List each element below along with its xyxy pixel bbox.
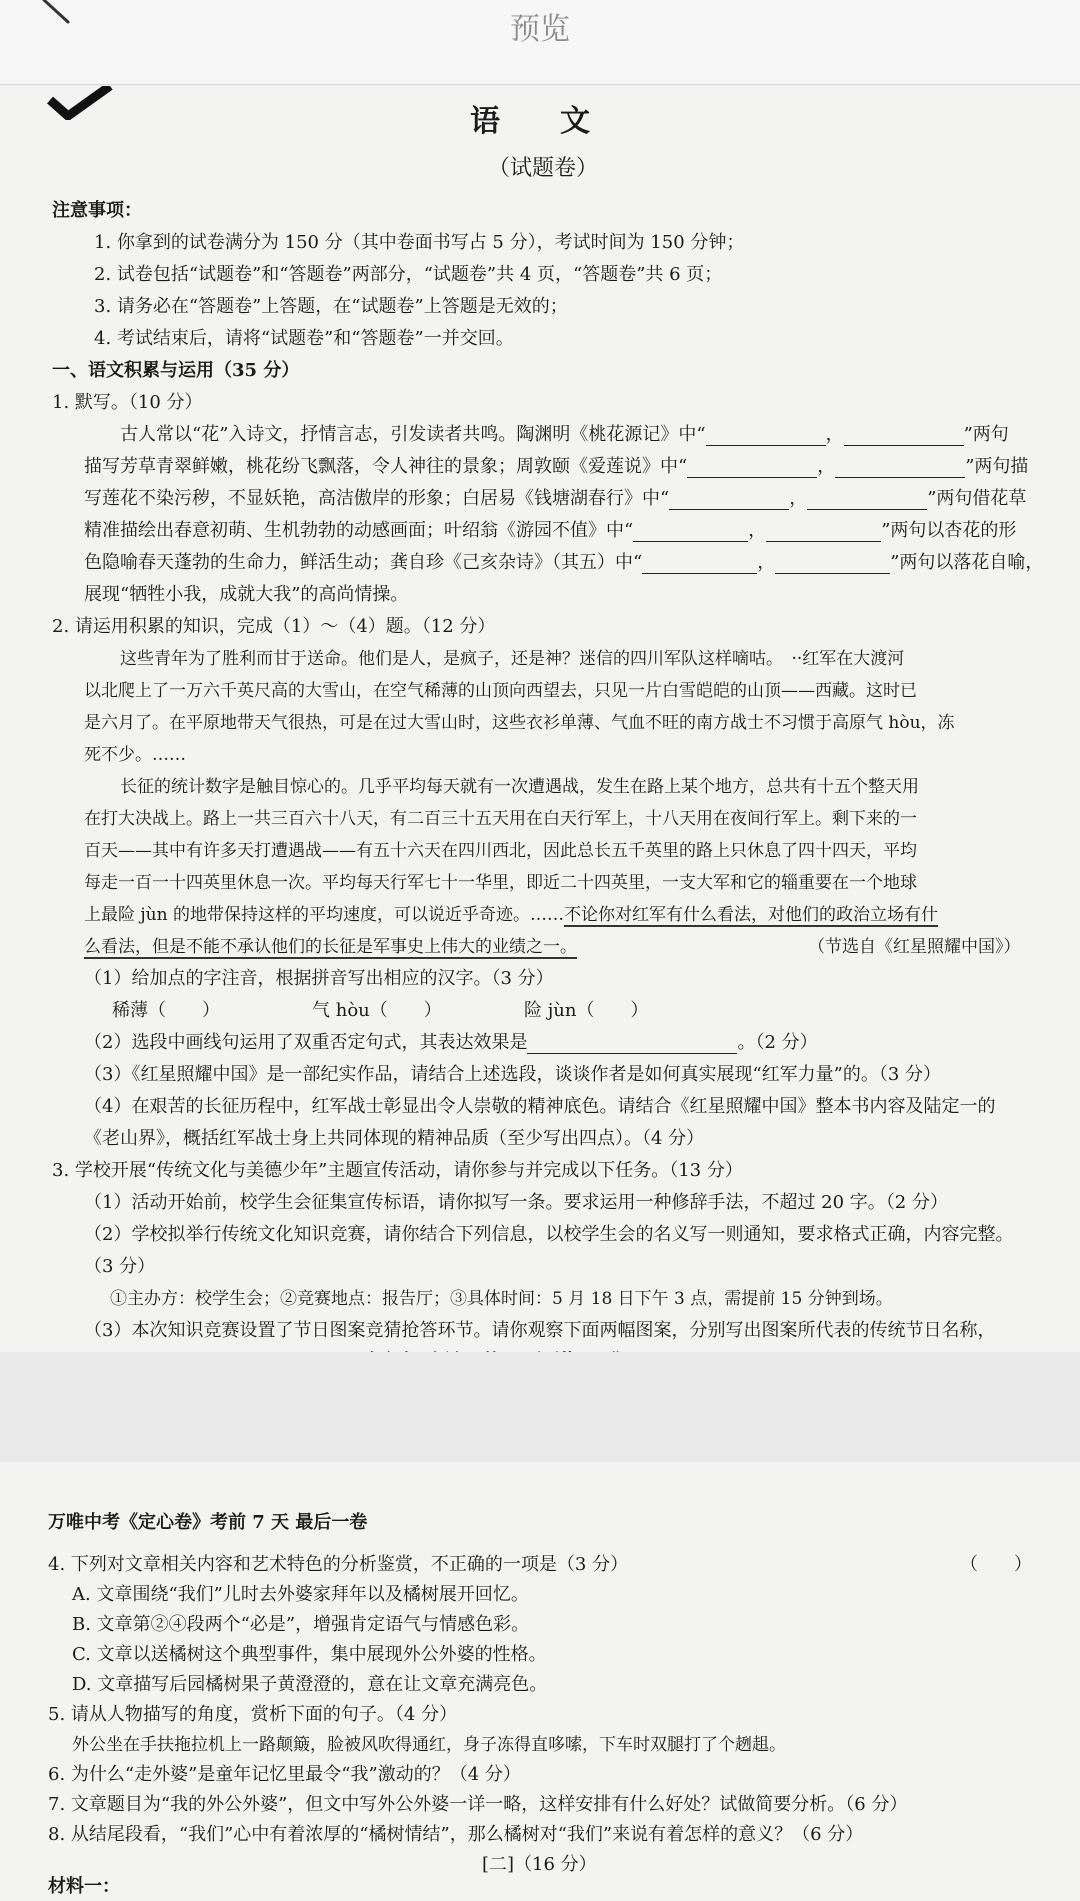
answer-bracket: （ ）	[960, 1554, 1032, 1575]
passage-source: （节选自《红星照耀中国》）	[808, 937, 1021, 957]
pinyin-item: 稀薄（ ）	[112, 1000, 220, 1021]
preview-toolbar	[0, 0, 1080, 85]
q1-line: 描写芳草青翠鲜嫩，桃花纷飞飘落，令人神往的景象；周敦颐《爱莲说》中“ ， ”两句描	[84, 456, 1029, 477]
passage-line: 长征的统计数字是触目惊心的。几乎平均每天就有一次遭遇战，发生在路上某个地方，总共有十五个整天用	[120, 777, 919, 797]
note-item: 2. 试卷包括“试题卷”和“答题卷”两部分，“试题卷”共 4 页，“答题卷”共 6 页；	[94, 264, 723, 285]
question-title: 7. 文章题目为“我的外公外婆”，但文中写外公外婆一详一略，这样安排有什么好处？试做简要分析。（6 分）	[48, 1794, 908, 1815]
option-item: D. 文章描写后园橘树果子黄澄澄的，意在让文章充满亮色。	[72, 1674, 548, 1695]
sub-question: （3 分）	[84, 1256, 156, 1277]
q1-line: 精准描绘出春意初萌、生机勃勃的动感画面；叶绍翁《游园不值》中“ ， ”两句以杏花的形	[84, 520, 1017, 541]
passage-line: 死不少。……	[84, 745, 186, 765]
note-item: 3. 请务必在“答题卷”上答题，在“试题卷”上答题是无效的；	[94, 296, 568, 317]
note-item: 4. 考试结束后，请将“试题卷”和“答题卷”一并交回。	[94, 328, 514, 349]
sub-question: 《老山界》，概括红军战士身上共同体现的精神品质（至少写出四点）。（4 分）	[84, 1128, 705, 1149]
underlined-sentence: 不论你对红军有什么看法，对他们的政治立场有什	[563, 905, 938, 925]
page-gap	[0, 1352, 1080, 1462]
passage-line: 以北爬上了一万六千英尺高的大雪山，在空气稀薄的山顶向西望去，只见一片白雪皑皑的山顶——西藏。这时已	[84, 681, 917, 701]
question-title: 6. 为什么“走外婆”是童年记忆里最令“我”激动的？（4 分）	[48, 1764, 521, 1785]
checkmark-icon	[46, 86, 116, 120]
question-title: 4. 下列对文章相关内容和艺术特色的分析鉴赏，不正确的一项是（3 分）	[48, 1554, 629, 1575]
sub-question: （3）本次知识竞赛设置了节日图案竞猜抢答环节。请你观察下面两幅图案，分别写出图案所代表的传统节日名称，	[84, 1320, 996, 1341]
question-title: 1. 默写。（10 分）	[52, 392, 203, 413]
page-header: 万唯中考《定心卷》考前 7 天 最后一卷	[48, 1512, 368, 1533]
part-heading: [二]（16 分）	[482, 1854, 597, 1875]
passage-line: 在打大决战上。路上一共三百六十八天，有二百三十五天用在白天行军上，十八天用在夜间行军上。剩下来的一	[84, 809, 917, 829]
question-title: 5. 请从人物描写的角度，赏析下面的句子。（4 分）	[48, 1704, 458, 1725]
option-item: C. 文章以送橘树这个典型事件，集中展现外公外婆的性格。	[72, 1644, 547, 1665]
sub-question: （2）学校拟举行传统文化知识竞赛，请你结合下列信息，以校学生会的名义写一则通知，要求格式正确，内容完整。	[84, 1224, 1014, 1245]
sub-question: （1）给加点的字注音，根据拼音写出相应的汉字。（3 分）	[84, 968, 554, 989]
sub-question: （3）《红星照耀中国》是一部纪实作品，请结合上述选段，谈谈作者是如何真实展现“红军力量”的。（3 分）	[84, 1064, 942, 1085]
paper-type: （试题卷）	[488, 156, 599, 181]
question-title: 8. 从结尾段看，“我们”心中有着浓厚的“橘树情结”，那么橘树对“我们”来说有着怎样的意义？（6 分）	[48, 1824, 864, 1845]
sub-question: （4）在艰苦的长征历程中，红军战士彰显出令人崇敬的精神底色。请结合《红星照耀中国》整本书内容及陆定一的	[84, 1096, 996, 1117]
passage-line: 百天——其中有许多天打遭遇战——有五十六天在四川西北，因此总长五千英里的路上只休息了四十四天，平均	[84, 841, 917, 861]
passage-line: 这些青年为了胜利而甘于送命。他们是人，是疯子，还是神？迷信的四川军队这样嘀咕。 ··红军在大渡河	[120, 649, 905, 669]
passage-line	[84, 936, 577, 958]
question-title: 3. 学校开展“传统文化与美德少年”主题宣传活动，请你参与并完成以下任务。（13 分）	[52, 1160, 743, 1181]
q1-line: 古人常以“花”入诗文，抒情言志，引发读者共鸣。陶渊明《桃花源记》中“ ， ”两句	[120, 424, 1009, 445]
passage-line: 是六月了。在平原地带天气很热，可是在过大雪山时，这些衣衫单薄、气血不旺的南方战士不习惯于高原气 hòu，冻	[84, 713, 955, 733]
subject-title: 语 文	[470, 104, 590, 139]
pinyin-item: 气 hòu（ ）	[312, 1000, 442, 1021]
info-line: ①主办方：校学生会；②竞赛地点：报告厅；③具体时间：5 月 18 日下午 3 点，需提前 15 分钟到场。	[110, 1289, 893, 1309]
underlined-sentence: 么看法，但是不能不承认他们的长征是军事史上伟大的业绩之一。	[84, 937, 577, 957]
passage-line: 每走一百一十四英里休息一次。平均每天行军七十一华里，即近二十四英里，一支大军和它的辎重要在一个地球	[84, 873, 917, 893]
notes-title: 注意事项：	[52, 200, 142, 221]
q1-line: 色隐喻春天蓬勃的生命力，鲜活生动；龚自珍《己亥杂诗》（其五）中“ ， ”两句以落花自喻，	[84, 552, 1044, 573]
question-title: 2. 请运用积累的知识，完成（1）～（4）题。（12 分）	[52, 616, 496, 637]
note-item: 1. 你拿到的试卷满分为 150 分（其中卷面书写占 5 分），考试时间为 150 分钟；	[94, 232, 745, 253]
option-item: B. 文章第②④段两个“必是”，增强肯定语气与情感色彩。	[72, 1614, 530, 1635]
document-page-1	[0, 86, 1080, 1352]
material-label: 材料一：	[48, 1876, 120, 1897]
quote-line: 外公坐在手扶拖拉机上一路颠簸，脸被风吹得通红，身子冻得直哆嗦，下车时双腿打了个趔趄。	[72, 1735, 786, 1755]
passage-line: 上最险 jùn 的地带保持这样的平均速度，可以说近乎奇迹。……不论你对红军有什么看法，对他们的政治立场有什	[84, 905, 938, 925]
section-heading: 一、语文积累与运用（35 分）	[52, 360, 300, 381]
q1-line: 写莲花不染污秽，不显妖艳，高洁傲岸的形象；白居易《钱塘湖春行》中“ ， ”两句借花草	[84, 488, 1027, 509]
document-page-2	[0, 1462, 1080, 1901]
option-item: A. 文章围绕“我们”儿时去外婆家拜年以及橘树展开回忆。	[72, 1584, 529, 1605]
sub-question: （1）活动开始前，校学生会征集宣传标语，请你拟写一条。要求运用一种修辞手法，不超过 20 字。（2 分）	[84, 1192, 948, 1213]
window-title: 预览	[510, 12, 570, 47]
q1-line: 展现“牺牲小我，成就大我”的高尚情操。	[84, 584, 409, 605]
sub-question: （2）选段中画线句运用了双重否定句式，其表达效果是 。（2 分）	[84, 1032, 818, 1053]
pinyin-item: 险 jùn（ ）	[524, 1000, 649, 1021]
